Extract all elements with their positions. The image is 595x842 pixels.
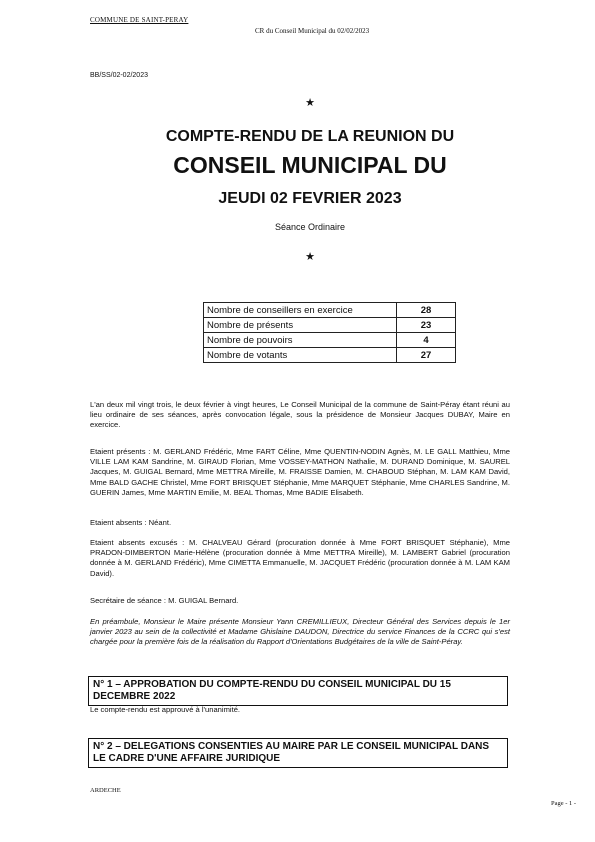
- stat-value: 27: [397, 348, 456, 363]
- seance-type: Séance Ordinaire: [274, 222, 346, 232]
- star-ornament-bottom: ★: [305, 251, 315, 263]
- preambule-paragraph: En préambule, Monsieur le Maire présente Monsieur Yann CREMILLIEUX, Directeur Général des Services depuis le 1er janvier 2023 au sein de la collectivité et Madame Ghislaine DAUDON, Directrice du service Finances de la CCRC qui s'est chargée pour la première fois de la réalisation du Rapport d'Orientations Budgétaires de la ville de Saint-Péray.: [90, 617, 510, 647]
- commune-header: COMMUNE DE SAINT-PERAY: [90, 16, 189, 24]
- excuses-paragraph: Etaient absents excusés : M. CHALVEAU Gérard (procuration donnée à Mme FORT BRISQUET Stéphanie), Mme PRADON-DIMBERTON Marie-Hélène (procuration donnée à Mme METTRA Mireille), M. LAMBERT Gabriel (procuration donnée à M. GERLAND Frédéric), Mme CIMETTA Emmanuelle, M. JACQUET Frédéric (procuration donnée à M. LAM KAM David).: [90, 538, 510, 578]
- table-row: [204, 318, 456, 333]
- star-ornament-top: ★: [305, 97, 315, 109]
- section-1-text: Le compte-rendu est approuvé à l'unanimité.: [90, 705, 241, 714]
- reference-code: BB/SS/02-02/2023: [90, 72, 148, 79]
- absents-paragraph: Etaient absents : Néant.: [90, 518, 172, 527]
- stat-value: 4: [397, 333, 456, 348]
- title-line-2: CONSEIL MUNICIPAL DU: [173, 152, 447, 178]
- table-row: [204, 348, 456, 363]
- footer-department: ARDECHE: [90, 787, 121, 794]
- stat-value: 28: [397, 303, 456, 318]
- intro-paragraph: L'an deux mil vingt trois, le deux février à vingt heures, Le Conseil Municipal de la commune de Saint-Péray étant réuni au lieu ordinaire de ses séances, après convocation légale, sous la présidence de Monsieur Jacques DUBAY, Maire en exercice.: [90, 400, 510, 430]
- document-subtitle: CR du Conseil Municipal du 02/02/2023: [255, 27, 370, 35]
- title-line-1: COMPTE-RENDU DE LA REUNION DU: [165, 128, 455, 145]
- stat-label: Nombre de votants: [204, 348, 397, 363]
- table-row: [204, 303, 456, 318]
- page-number: Page - 1 -: [551, 800, 577, 807]
- stat-label: Nombre de conseillers en exercice: [204, 303, 397, 318]
- attendance-table: [203, 302, 456, 363]
- secretaire-paragraph: Secrétaire de séance : M. GUIGAL Bernard.: [90, 596, 239, 605]
- stat-value: 23: [397, 318, 456, 333]
- presents-paragraph: Etaient présents : M. GERLAND Frédéric, Mme FART Céline, Mme QUENTIN-NODIN Agnès, M. LE GALL Matthieu, Mme VILLE LAM KAM Sandrine, M. GIRAUD Florian, Mme VOSSEY-MATHON Nathalie, M. DURAND Dominique, M. SAUREL Jacques, M. GUIGAL Bernard, Mme METTRA Mireille, M. FRAISSE Damien, M. CHABOUD Stéphan, M. LAM KAM David, Mme BALD GACHE Christel, Mme FORT BRISQUET Stéphanie, Mme MARQUET Stéphanie, Mme CHARLES Sandrine, M. GUERIN James, Mme MARTIN Emilie, M. BEAL Thomas, Mme BADIE Elisabeth.: [90, 447, 510, 497]
- table-row: [204, 333, 456, 348]
- stat-label: Nombre de pouvoirs: [204, 333, 397, 348]
- section-1-heading: N° 1 – APPROBATION DU COMPTE-RENDU DU CONSEIL MUNICIPAL DU 15 DECEMBRE 2022: [88, 676, 508, 706]
- section-2-heading: N° 2 – DELEGATIONS CONSENTIES AU MAIRE PAR LE CONSEIL MUNICIPAL DANS LE CADRE D'UNE AFFAIRE JURIDIQUE: [88, 738, 508, 768]
- title-line-3: JEUDI 02 FEVRIER 2023: [218, 190, 402, 207]
- stat-label: Nombre de présents: [204, 318, 397, 333]
